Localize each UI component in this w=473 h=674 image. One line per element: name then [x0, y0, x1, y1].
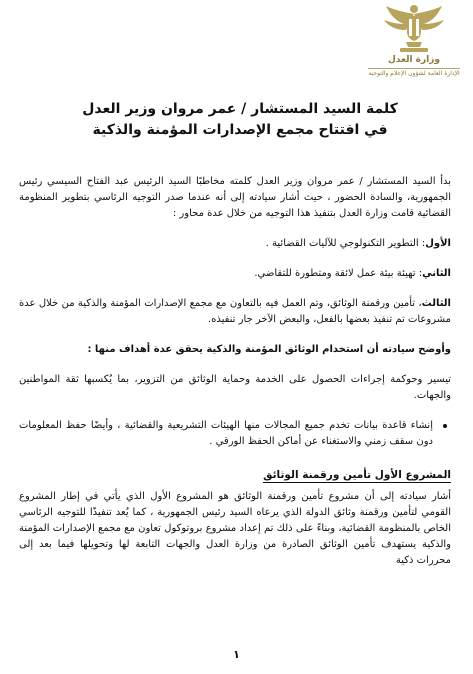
goal-2-text: إنشاء قاعدة بيانات تخدم جميع المجالات منها الهيئات التشريعية والقضائية ، وأيضًا حفظ المعلومات دون سقف زمني والاستغناء عن أماكن الحفظ الورقي .	[19, 420, 433, 447]
third-axis	[19, 296, 451, 328]
project-heading: المشروع الأول تأمين ورقمنة الوثائق	[263, 469, 451, 481]
first-axis-text: : التطوير التكنولوجي للآليات القضائية .	[265, 238, 426, 249]
first-axis-label: الأول	[425, 238, 451, 249]
second-axis	[19, 266, 451, 282]
second-axis-label: الثاني	[422, 268, 451, 279]
egypt-eagle-emblem-icon	[364, 0, 464, 54]
third-axis-label: الثالث	[421, 298, 451, 309]
ministry-logo	[364, 0, 464, 88]
project-paragraph: أشار سيادته إلى أن مشروع تأمين ورقمنة الوثائق هو المشروع الأول الذي يأتي في إطار المشروع القومي لتأمين ورقمنة وثائق الدولة الذي يرعاه السيد رئيس الجمهورية ، كما يُعد تنفيذًا للتوجيه الرئاسي الخاص بالمنظومة القضائية، وبناءً على ذلك تم إعداد مشروع بروتوكول تعاون مع مجمع الإصدارات المؤمنة والذكية يستهدف تأمين الوثائق الصادرة من وزارة العدل والجهات التابعة لها وتحويلها فيما بعد إلى محررات ذكية	[19, 491, 451, 566]
third-axis-text: ، تأمين ورقمنة الوثائق، وتم العمل فيه بالتعاون مع مجمع الإصدارات المؤمنة والذكية من خلال عدة مشروعات تم تنفيذ بعضها بالفعل، والبعض الآخر جار تنفيذه.	[19, 298, 451, 325]
ministry-name: وزارة العدل	[387, 55, 441, 65]
goal-1: تيسير وحوكمة إجراءات الحصول على الخدمة وحماية الوثائق من التزوير، بما يُكسبها ثقة المواطنين والجهات.	[19, 374, 451, 401]
document-body	[19, 174, 451, 575]
document-title	[40, 99, 440, 141]
goals-intro: وأوضح سيادته أن استخدام الوثائق المؤمنة والذكية يحقق عدة أهداف منها :	[87, 344, 451, 355]
title-line-2: في افتتاح مجمع الإصدارات المؤمنة والذكية	[92, 122, 388, 138]
goal-2	[19, 418, 451, 450]
department-name: الإدارة العامة لشؤون الإعلام والتوجيه	[368, 70, 460, 77]
title-line-1: كلمة السيد المستشار / عمر مروان وزير العدل	[82, 101, 398, 117]
first-axis	[19, 236, 451, 252]
bullet-icon	[443, 424, 447, 428]
page-number: ١	[233, 648, 240, 661]
intro-paragraph: بدأ السيد المستشار / عمر مروان وزير العدل كلمته مخاطبًا السيد الرئيس عبد الفتاح السيسي رئيس الجمهورية، والسادة الحضور ، حيث أشار سيادته إلى أنه عندما صدر التوجيه الرئاسي بتطوير المنظومة القضائية قامت وزارة العدل بتنفيذ هذا التوجيه من خلال عدة محاور :	[19, 176, 451, 219]
second-axis-text: : تهيئة بيئة عمل لائقة ومتطورة للتقاضي.	[254, 268, 423, 279]
